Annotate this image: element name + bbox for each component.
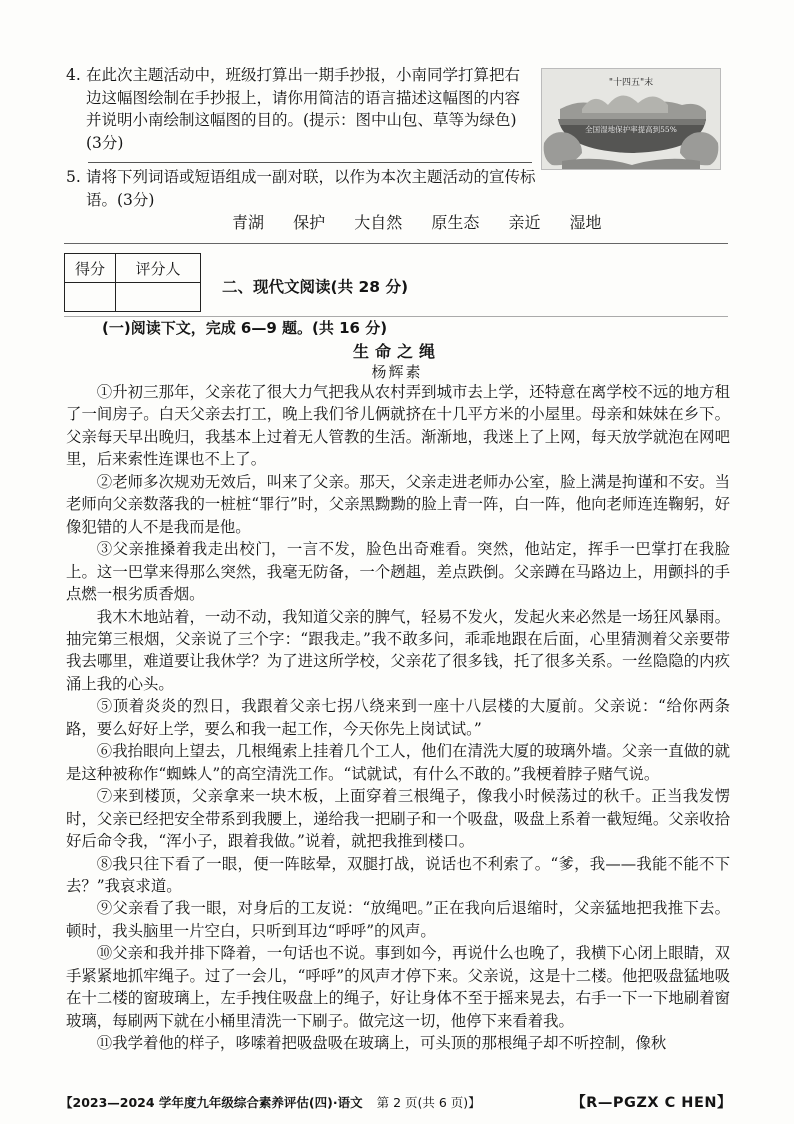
paragraph: ⑨父亲看了我一眼，对身后的工友说：“放绳吧。”正在我向后退缩时，父亲猛地把我推下去。顿时，我头脑里一片空白，只听到耳边“呼呼”的风声。 [66, 899, 730, 940]
answer-line [88, 162, 532, 163]
paragraph: ⑧我只往下看了一眼，便一阵眩晕，双腿打战，说话也不利索了。“爹，我——我能不能不下去？”我哀求道。 [66, 854, 730, 895]
score-table [64, 253, 201, 312]
article-body [66, 381, 730, 1055]
figure-caption: 全国湿地保护率提高到55% [585, 125, 677, 134]
paper-code: 【R—PGZX C HEN】 [571, 1095, 732, 1111]
word-item: 湿地 [569, 213, 602, 232]
wetland-figure [541, 68, 721, 170]
article-title: 生命之绳 [352, 342, 441, 361]
reading-instructions: (一)阅读下文，完成 6—9 题。(共 16 分) [102, 319, 388, 337]
article-author: 杨辉素 [371, 363, 423, 381]
question-text: 在此次主题活动中，班级打算出一期手抄报，小南同学打算把右边这幅图绘制在手抄报上，请你用简洁的语言描述这幅图的内容并说明小南绘制这幅图的目的。(提示：图中山包、草等为绿色)(3分) [86, 66, 521, 152]
question-4 [66, 64, 532, 154]
grader-header: 评分人 [116, 254, 201, 283]
paragraph: 我木木地站着，一动不动，我知道父亲的脾气，轻易不发火，发起火来必然是一场狂风暴雨。抽完第三根烟，父亲说了三个字：“跟我走。”我不敢多问，乖乖地跟在后面，心里猜测着父亲要带我去哪里，难道要让我休学？为了进这所学校，父亲花了很多钱，托了很多关系。一丝隐隐的内疚涌上我的心头。 [66, 607, 730, 693]
paragraph: ⑪我学着他的样子，哆嗦着把吸盘吸在玻璃上，可头顶的那根绳子却不听控制，像秋 [96, 1034, 667, 1053]
paragraph: ⑩父亲和我并排下降着，一句话也不说。事到如今，再说什么也晚了，我横下心闭上眼睛，双手紧紧地抓牢绳子。过了一会儿，“呼呼”的风声才停下来。父亲说，这是十二楼。他把吸盘猛地吸在十二楼的窗玻璃上，左手拽住吸盘上的绳子，好让身体不至于摇来晃去，右手一下一下地刷着窗玻璃，每刷两下就在小桶里清洗一下刷子。做完这一切，他停下来看着我。 [66, 944, 730, 1030]
figure-label: "十四五"末 [608, 78, 654, 88]
exam-name: 【2023—2024 学年度九年级综合素养评估(四)·语文 [60, 1094, 363, 1110]
grader-cell[interactable] [116, 283, 201, 312]
word-item: 保护 [293, 213, 326, 232]
word-item: 大自然 [354, 213, 403, 232]
paragraph: ①升初三那年，父亲花了很大力气把我从农村弄到城市去上学，还特意在离学校不远的地方租了一间房子。白天父亲去打工，晚上我们爷儿俩就挤在十几平方米的小屋里。母亲和妹妹在乡下。父亲每天早出晚归，我基本上过着无人管教的生活。渐渐地，我迷上了上网，每天放学就泡在网吧里，后来索性连课也不上了。 [66, 383, 730, 469]
paragraph: ⑤顶着炎炎的烈日，我跟着父亲七拐八绕来到一座十八层楼的大厦前。父亲说：“给你两条路，要么好好上学，要么和我一起工作，今天你先上岗试试。” [66, 697, 730, 738]
question-5 [66, 166, 546, 211]
word-item: 原生态 [431, 213, 480, 232]
paragraph: ⑥我抬眼向上望去，几根绳索上挂着几个工人，他们在清洗大厦的玻璃外墙。父亲一直做的就是这种被称作“蜘蛛人”的高空清洗工作。“试就试，有什么不敢的。”我梗着脖子赌气说。 [66, 742, 730, 783]
paragraph: ⑦来到楼顶，父亲拿来一块木板，上面穿着三根绳子，像我小时候荡过的秋千。正当我发愣时，父亲已经把安全带系到我腰上，递给我一把刷子和一个吸盘，吸盘上系着一截短绳。父亲收拾好后命令我，“浑小子，跟着我做。”说着，就把我推到楼口。 [66, 787, 730, 851]
score-header: 得分 [65, 254, 116, 283]
question-text: 请将下列词语或短语组成一副对联，以作为本次主题活动的宣传标语。(3分) [86, 168, 536, 209]
page-number: 第 2 页(共 6 页)】 [376, 1094, 481, 1110]
divider [64, 243, 728, 244]
section-title: 二、现代文阅读(共 28 分) [222, 278, 409, 296]
score-cell[interactable] [65, 283, 116, 312]
paragraph: ②老师多次规劝无效后，叫来了父亲。那天，父亲走进老师办公室，脸上满是拘谨和不安。当老师向父亲数落我的一桩桩“罪行”时，父亲黑黝黝的脸上青一阵，白一阵，他向老师连连鞠躬，好像犯错的人不是我而是他。 [66, 472, 730, 536]
word-item: 亲近 [508, 213, 541, 232]
page-footer [60, 1091, 732, 1112]
word-item: 青湖 [232, 213, 265, 232]
question-number: 5. [66, 168, 81, 186]
question-number: 4. [66, 66, 81, 84]
word-list [232, 210, 618, 233]
paragraph: ③父亲推搡着我走出校门，一言不发，脸色出奇难看。突然，他站定，挥手一巴掌打在我脸上。这一巴掌来得那么突然，我毫无防备，一个趔趄，差点跌倒。父亲蹲在马路边上，用颤抖的手点燃一根劣质香烟。 [66, 540, 730, 604]
